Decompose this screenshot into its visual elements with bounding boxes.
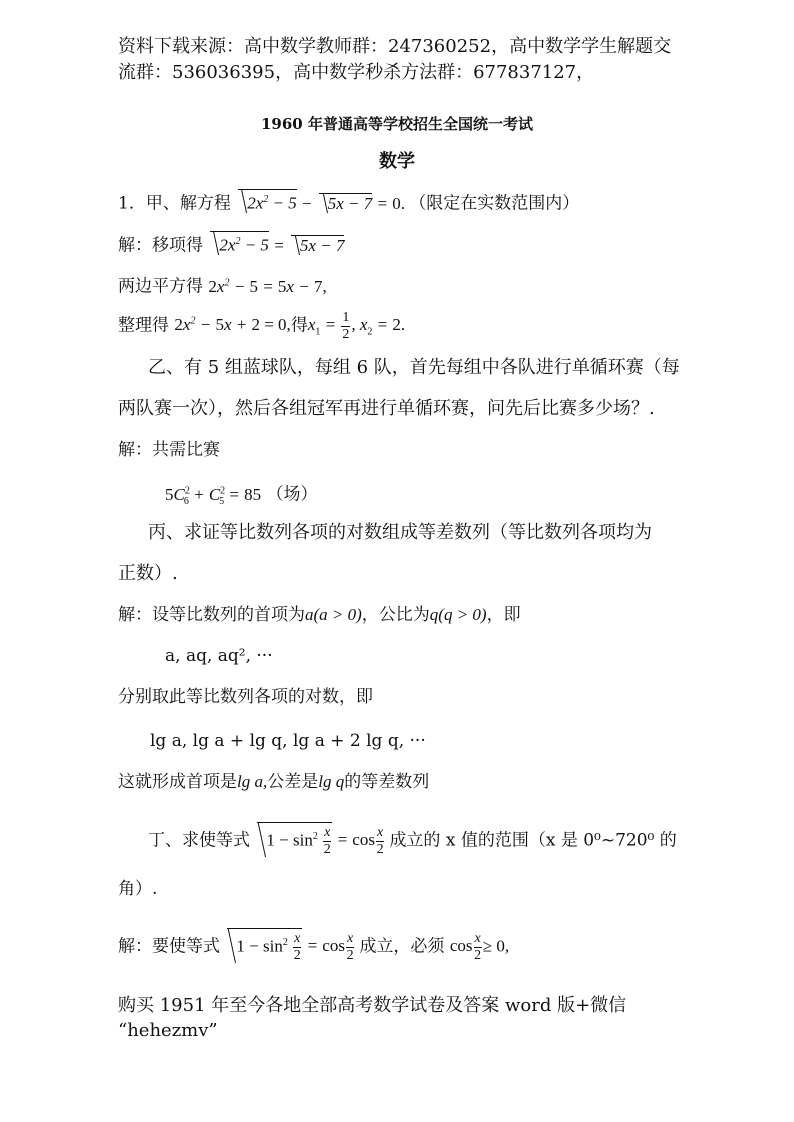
q1-de-label: 得 <box>290 315 308 336</box>
q2-formula: $5C^2_6 + C^2_5 = 85$ <box>165 484 262 508</box>
footer-line-1: 购买 1951 年至今各地全部高考数学试卷及答案 word 版+微信 <box>118 995 627 1016</box>
q3-line-2: 正数）. <box>118 563 178 584</box>
q1-equation: $2x^2 - 5 - 5x - 7 = 0$. <box>236 194 409 213</box>
q4-problem <box>148 822 677 858</box>
q3-concl-expr1: lg a, <box>237 772 268 791</box>
q3-sequence: a, aq, aq², ··· <box>165 646 273 666</box>
q1-sol-label: 解：移项得 <box>118 235 203 256</box>
q1-step3-expr: $2x^2 - 5x + 2 = 0$, <box>174 315 291 335</box>
q4-intro: 丁、求使等式 <box>148 830 250 851</box>
q4-sol-label: 解：要使等式 <box>118 936 220 957</box>
q4-tail: 成立的 x 值的范围（x 是 0⁰~720⁰ 的 <box>389 830 677 851</box>
q4-sol-cond: ≥ 0, <box>482 936 510 956</box>
q4-line-2: 角）. <box>118 879 158 899</box>
q1-intro: 1．甲、解方程 <box>118 193 231 214</box>
q1-solution-step2 <box>118 272 327 298</box>
q1-step3-label: 整理得 <box>118 315 169 336</box>
q4-solution <box>118 928 509 964</box>
q2-line-2: 两队赛一次），然后各组冠军再进行单循环赛，问先后比赛多少场？. <box>118 398 655 419</box>
q3-line-1: 丙、求证等比数列各项的对数组成等差数列（等比数列各项均为 <box>148 522 652 543</box>
exam-title: 1960 年普通高等学校招生全国统一考试 <box>261 115 533 133</box>
q2-sol-label: 解：共需比赛 <box>118 440 220 460</box>
subject-title: 数学 <box>379 151 415 172</box>
q3-log-sequence: lg a, lg a + lg q, lg a + 2 lg q, ··· <box>150 731 426 751</box>
footer-line-2: “hehezmv” <box>118 1020 218 1041</box>
q4-sol-cond-expr: cos $\frac{x}{2}$ <box>449 931 482 963</box>
q1-step1-expr: $2x^2 - 5 = 5x - 7$ <box>208 236 344 255</box>
q3-concl-a: 这就形成首项是 <box>118 772 237 792</box>
q3-sol-a-expr: a(a > 0) <box>305 605 362 624</box>
q3-concl-b: 公差是 <box>267 772 319 792</box>
q4-sol-identity: $1 - \sin^2$ $\frac{x}{2}$ = cos $\frac{x}{2}$ <box>225 936 359 955</box>
q3-sol-b-expr: q(q > 0) <box>429 605 487 624</box>
q3-sol-a: 解：设等比数列的首项为 <box>118 605 305 625</box>
q2-unit: （场） <box>266 484 318 505</box>
header-line-2: 流群：536036395，高中数学秒杀方法群：677837127， <box>118 62 595 83</box>
q4-identity: $1 - \sin^2$ $\frac{x}{2}$ = cos $\frac{x}{2}$ <box>255 830 389 849</box>
q2-line-1: 乙、有 5 组蓝球队，每组 6 队，首先每组中各队进行单循环赛（每 <box>148 357 680 378</box>
header-line-1: 资料下载来源：高中数学教师群：247360252，高中数学学生解题交 <box>118 36 672 57</box>
q1-solution-step3: 整理得 $2x^2 - 5x + 2 = 0$,得$x_1$ = $\frac{1}{2}$ , $x_2 = 2$. <box>118 310 406 342</box>
q2-formula-line <box>165 480 318 513</box>
q1-problem <box>118 189 579 215</box>
q3-conclusion <box>118 771 429 793</box>
q1-note: （限定在实数范围内） <box>409 193 580 214</box>
q1-step2-expr: $2x^2 - 5 = 5x - 7$, <box>208 276 327 296</box>
q3-sol-b: ，公比为 <box>361 605 430 625</box>
q1-solution-step1 <box>118 231 344 257</box>
q3-concl-c: 的等差数列 <box>344 772 430 792</box>
q3-sol-c: ，即 <box>486 605 521 625</box>
q3-take-log: 分别取此等比数列各项的对数，即 <box>118 687 373 707</box>
q4-sol-mid: 成立，必须 <box>359 936 445 957</box>
q3-solution-intro <box>118 604 521 626</box>
q3-concl-expr2: lg q <box>318 772 345 791</box>
q1-step2-label: 两边平方得 <box>118 276 203 297</box>
